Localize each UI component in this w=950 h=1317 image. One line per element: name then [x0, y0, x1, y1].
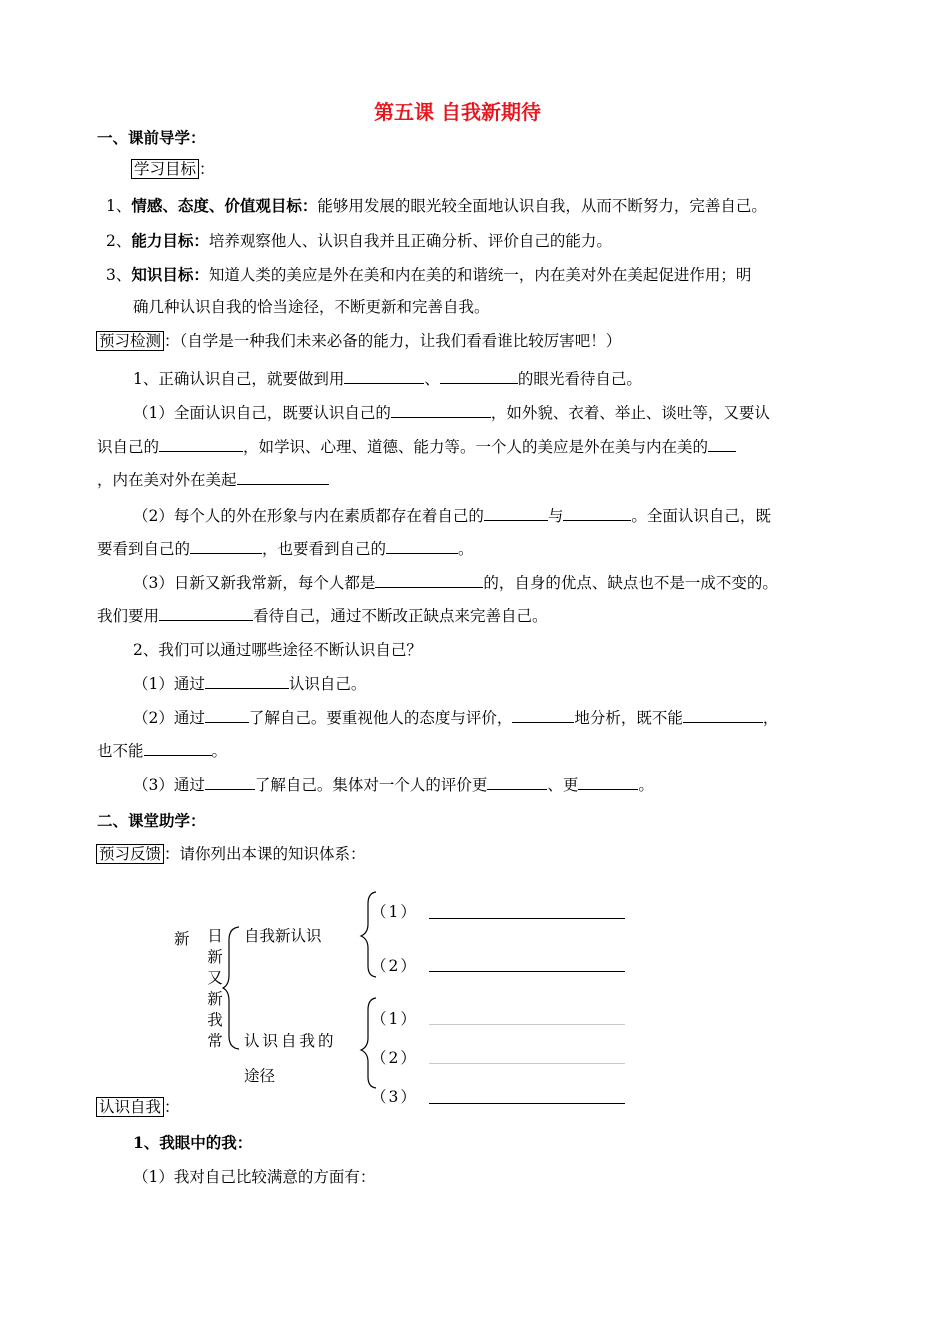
diagram-branch-2-line1: 认识自我的 [244, 1032, 337, 1050]
diagram-trunk-char: 新 [207, 948, 223, 966]
self-row [96, 1096, 180, 1118]
goal-3-num: 3、 [106, 266, 132, 284]
q2-1-text-a: （1）通过 [133, 675, 205, 693]
q1-3-text-c: 我们要用 [97, 607, 160, 625]
goal-1-label: 情感、态度、价值观目标： [131, 196, 318, 215]
goal-2-num: 2、 [106, 232, 132, 250]
feedback-text: ：请你列出本课的知识体系： [164, 845, 366, 863]
goal-1-text: 能够用发展的眼光较全面地认识自我，从而不断努力，完善自己。 [317, 197, 767, 215]
q1-3-text-a: （3）日新又新我常新，每个人都是 [133, 574, 376, 592]
q2-1-text-b: 认识自己。 [288, 675, 367, 693]
q1-2-text-f: 。 [458, 540, 474, 558]
q1-2-text-d: 要看到自己的 [97, 540, 191, 558]
answer-line[interactable] [429, 971, 625, 972]
q2-2-text-a: （2）通过 [133, 709, 205, 727]
diagram-b2-item-label: （3） [371, 1088, 418, 1106]
q1-text-c: 的眼光看待自己。 [517, 370, 642, 388]
preview-label: 预习检测 [96, 331, 164, 351]
goal-3-text: 知道人类的美应是外在美和内在美的和谐统一，内在美对外在美起促进作用；明 [208, 266, 752, 284]
diagram-trunk-char: 又 [207, 969, 223, 987]
answer-line[interactable] [429, 1103, 625, 1104]
diagram-b1-item-label: （1） [371, 903, 418, 921]
q1-1-text-e: ，内在美对外在美起 [97, 471, 237, 489]
self-item-1-text: 1、我眼中的我： [133, 1133, 253, 1152]
q1-1-text-a: （1）全面认识自己，既要认识自己的 [133, 404, 391, 422]
q1-2-text-e: ，也要看到自己的 [262, 540, 387, 558]
self-colon: ： [164, 1098, 180, 1116]
q2-2-text-c: 地分析，既不能 [574, 709, 683, 727]
diagram-trunk-char: 我 [207, 1011, 223, 1029]
diagram-branch-2-line2: 途径 [244, 1067, 276, 1085]
q1-1-text-b: ，如外貌、衣着、举止、谈吐等，又要认 [490, 404, 770, 422]
q2-2-text-d: ， [762, 709, 779, 727]
diagram-b1-item-label: （2） [371, 957, 418, 975]
q1-1-text-d: ，如学识、心理、道德、能力等。一个人的美应是外在美与内在美的 [243, 438, 709, 456]
q1-1-text-c: 识自己的 [97, 438, 160, 456]
q2-2-text-b: 了解自己。要重视他人的态度与评价， [248, 709, 513, 727]
self-label: 认识自我 [96, 1097, 164, 1117]
q1-text-a: 1、正确认识自己，就要做到用 [133, 370, 345, 388]
diagram-root-char: 新 [174, 930, 190, 948]
diagram-trunk-char: 常 [207, 1032, 223, 1050]
diagram-trunk-char: 新 [207, 990, 223, 1008]
self-item-1-1: （1）我对自己比较满意的方面有： [133, 1168, 376, 1186]
preview-note: ：（自学是一种我们未来必备的能力，让我们看看谁比较厉害吧！） [164, 332, 622, 350]
self-item-1 [133, 1132, 252, 1154]
diagram-b2-item-label: （1） [371, 1010, 418, 1028]
goals-label: 学习目标 [131, 159, 199, 179]
q2-3-text-b: 了解自己。集体对一个人的评价更 [254, 776, 488, 794]
q1-3-text-d: 看待自己，通过不断改正缺点来完善自己。 [253, 607, 548, 625]
q2-2-text-e: 也不能 [97, 742, 144, 760]
goal-2-label: 能力目标： [131, 231, 209, 250]
diagram-branch-1: 自我新认识 [244, 927, 322, 945]
answer-line[interactable] [429, 1024, 625, 1025]
q1-2-text-b: 与 [547, 507, 564, 525]
section-2-heading: 二、课堂助学： [97, 811, 206, 830]
goal-2-text: 培养观察他人、认识自我并且正确分析、评价自己的能力。 [208, 232, 612, 250]
diagram-trunk-char: 日 [207, 927, 223, 945]
goal-3-continued: 确几种认识自我的恰当途径，不断更新和完善自我。 [133, 298, 490, 316]
goal-1-num: 1、 [106, 197, 132, 215]
answer-line[interactable] [429, 918, 625, 919]
q1-2-text-c: 。全面认识自己，既 [631, 507, 771, 525]
page-title: 第五课 自我新期待 [374, 100, 541, 124]
q2-3-text-a: （3）通过 [133, 776, 205, 794]
q1-text-b: 、 [424, 370, 440, 388]
section-1-heading: 一、课前导学： [97, 128, 206, 147]
q2-3-text-c: 、更 [547, 776, 579, 794]
question-2: 2、我们可以通过哪些途径不断认识自己？ [133, 641, 422, 659]
q2-3-text-d: 。 [638, 776, 654, 794]
diagram-b2-item-label: （2） [371, 1049, 418, 1067]
answer-line[interactable] [429, 1063, 625, 1064]
q1-3-text-b: 的，自身的优点、缺点也不是一成不变的。 [483, 574, 778, 592]
feedback-label: 预习反馈 [96, 844, 164, 864]
goal-3-label: 知识目标： [131, 265, 209, 284]
q2-2-text-f: 。 [211, 742, 228, 760]
q1-2-text-a: （2）每个人的外在形象与内在素质都存在着自己的 [133, 507, 484, 525]
goals-colon: ： [199, 160, 215, 178]
